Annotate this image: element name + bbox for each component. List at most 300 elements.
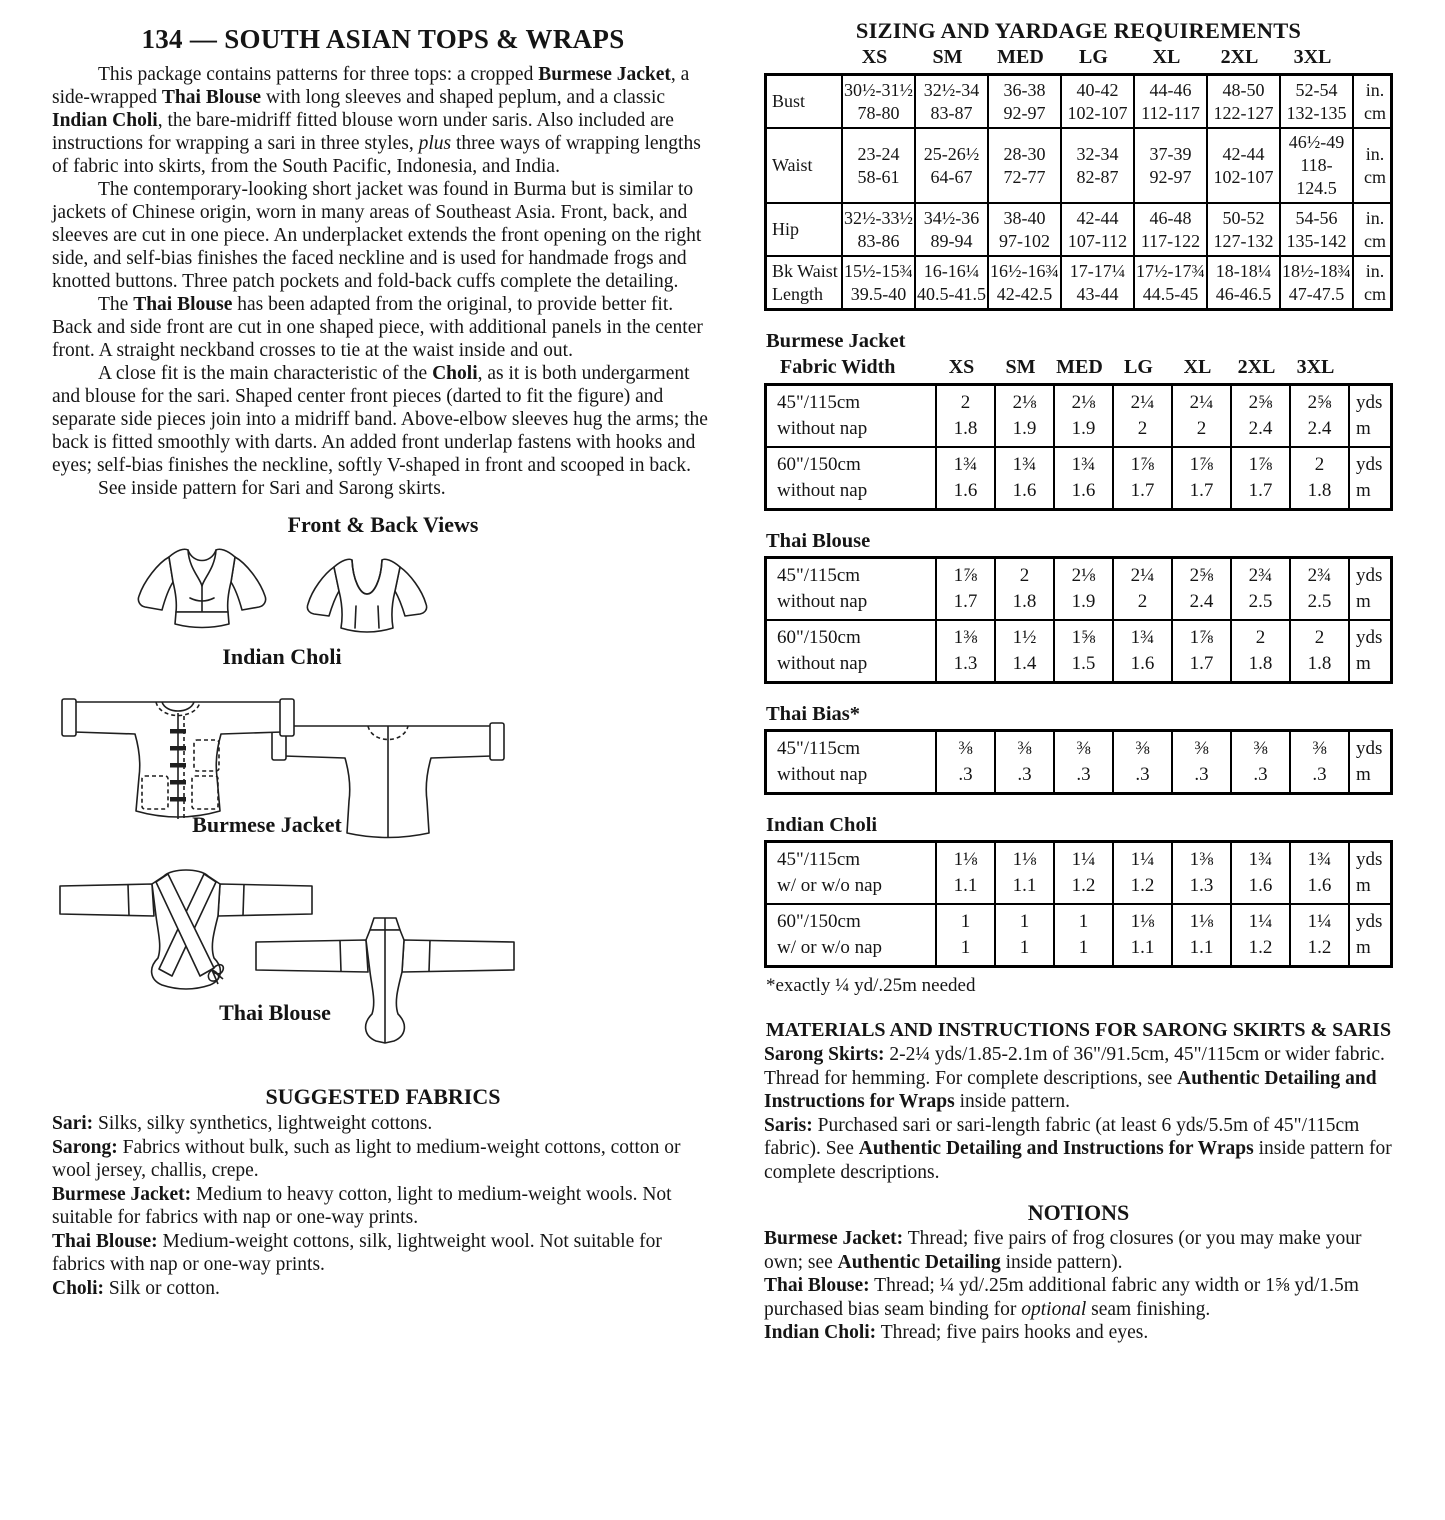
table-cell xyxy=(1060,129,1133,202)
text-segment: three ways of wrapping lengths of fabric into skirts, from the South Pacific, Indonesia, and India. xyxy=(52,133,701,177)
unit-in: in. xyxy=(1365,143,1385,164)
value-cm: 58-61 xyxy=(857,166,900,187)
text-segment: Indian Choli: xyxy=(764,1322,877,1343)
value-in: 32½-33½ xyxy=(844,207,913,228)
value-m: 1.6 xyxy=(1307,875,1332,896)
value-m: 1.7 xyxy=(1189,480,1214,501)
table-cell xyxy=(1171,732,1230,792)
table-cell xyxy=(987,257,1060,308)
value-m: 1.3 xyxy=(1189,875,1214,896)
value-m: 1 xyxy=(1019,937,1030,958)
value-yds: 2⅛ xyxy=(1012,392,1037,413)
notions-heading: NOTIONS xyxy=(1027,1200,1130,1225)
value-cm: 89-94 xyxy=(930,230,973,251)
table-cell xyxy=(1230,621,1289,681)
unit-m: m xyxy=(1356,591,1371,612)
thai-blouse-description xyxy=(52,293,714,362)
label-line: Waist xyxy=(772,155,813,175)
size-header: 2XL xyxy=(1220,46,1259,68)
fabric-width-header: Fabric Width xyxy=(780,356,896,378)
value-m: 1.7 xyxy=(1130,480,1155,501)
value-m: 1.2 xyxy=(1071,875,1096,896)
label-line: without nap xyxy=(777,764,868,785)
label-line: Bust xyxy=(772,91,806,111)
unit-cm: cm xyxy=(1364,102,1386,123)
value-m: 1.1 xyxy=(1189,937,1214,958)
unit-cm: cm xyxy=(1364,283,1386,304)
table-row xyxy=(767,76,1390,127)
table-cell xyxy=(1112,448,1171,508)
row-label xyxy=(767,386,935,446)
value-cm: 92-97 xyxy=(1149,166,1192,187)
text-segment: A close fit is the main characteristic of the xyxy=(98,363,433,384)
choli-description xyxy=(52,362,714,477)
table-cell xyxy=(1053,386,1112,446)
text-segment: Thread; ¼ yd/.25m additional fabric any width or 1⅝ yd/1.5m purchased bias seam binding for xyxy=(764,1275,1359,1320)
value-m: 1.2 xyxy=(1307,937,1332,958)
value-in: 25-26½ xyxy=(923,143,980,164)
value-m: 1.8 xyxy=(953,418,978,439)
unit-yds: yds xyxy=(1356,454,1383,475)
page-title: 134 — SOUTH ASIAN TOPS & WRAPS xyxy=(141,24,625,54)
value-yds: 1¼ xyxy=(1307,911,1332,932)
label-line: 45"/115cm xyxy=(777,565,861,586)
value-yds: 2 xyxy=(960,392,971,413)
value-m: 1.2 xyxy=(1130,875,1155,896)
value-m: 1.1 xyxy=(1130,937,1155,958)
table-cell xyxy=(1230,448,1289,508)
table-cell xyxy=(1171,905,1230,965)
text-segment: Authentic Detailing and Instructions for Wraps xyxy=(764,1067,1377,1112)
value-m: 1.9 xyxy=(1012,418,1037,439)
text-segment: This package contains patterns for three tops: a cropped xyxy=(98,64,539,85)
table-cell xyxy=(914,76,987,127)
yardage-footnote: *exactly ¼ yd/.25m needed xyxy=(766,975,976,996)
table-cell xyxy=(935,905,994,965)
burmese-jacket-description xyxy=(52,178,714,293)
garment-illustrations xyxy=(52,540,714,1080)
value-cm: 107-112 xyxy=(1067,230,1128,251)
value-m: 1.8 xyxy=(1307,480,1332,501)
value-m: 1.6 xyxy=(1012,480,1037,501)
table-cell xyxy=(1053,843,1112,903)
table-cell xyxy=(1206,129,1279,202)
table-cell xyxy=(841,76,914,127)
table-cell xyxy=(987,76,1060,127)
table-cell xyxy=(1279,257,1352,308)
text-segment: with long sleeves and shaped peplum, and a classic xyxy=(261,87,666,108)
size-header: LG xyxy=(1124,356,1153,378)
table-cell xyxy=(1053,905,1112,965)
table-cell xyxy=(994,386,1053,446)
notions-indian-choli xyxy=(764,1321,1393,1345)
value-cm: 46-46.5 xyxy=(1215,283,1272,304)
sizing-table-body xyxy=(764,73,1393,311)
value-yds: ⅜ xyxy=(1076,738,1091,759)
value-m: 2 xyxy=(1137,418,1148,439)
value-yds: 2¼ xyxy=(1130,565,1155,586)
value-cm: 102-107 xyxy=(1213,166,1274,187)
value-yds: 1¾ xyxy=(1248,849,1273,870)
table-cell xyxy=(1060,204,1133,255)
value-m: .3 xyxy=(1194,764,1209,785)
unit-yds: yds xyxy=(1356,565,1383,586)
value-m: .3 xyxy=(1312,764,1327,785)
sizing-header-spacer xyxy=(1349,46,1393,73)
size-header: XS xyxy=(861,46,888,68)
value-m: 1.6 xyxy=(1071,480,1096,501)
value-yds: 1 xyxy=(1078,911,1089,932)
value-in: 37-39 xyxy=(1149,143,1192,164)
text-segment: Thread; five pairs hooks and eyes. xyxy=(876,1322,1149,1343)
table-cell xyxy=(1133,257,1206,308)
text-segment: Choli: xyxy=(52,1277,105,1299)
value-yds: 2⅛ xyxy=(1071,392,1096,413)
table-cell xyxy=(1289,386,1348,446)
thai-blouse-label: Thai Blouse xyxy=(219,1000,331,1025)
yardage-table-title: Indian Choli xyxy=(766,814,878,836)
value-m: 1.8 xyxy=(1248,653,1273,674)
value-yds: 1¼ xyxy=(1130,849,1155,870)
yardage-table-title: Thai Blouse xyxy=(766,530,871,552)
text-segment: 2-2¼ yds/1.85-2.1m of 36"/91.5cm, 45"/115cm or wider fabric. Thread for hemming. For complete descriptions, see xyxy=(764,1044,1385,1089)
value-yds: 1⅛ xyxy=(1012,849,1037,870)
value-m: .3 xyxy=(1253,764,1268,785)
table-cell xyxy=(1171,843,1230,903)
table-row xyxy=(767,732,1390,792)
value-m: 1.1 xyxy=(1012,875,1037,896)
text-segment: Silks, silky synthetics, lightweight cottons. xyxy=(93,1113,433,1134)
unit-cell xyxy=(1348,448,1396,508)
unit-cell xyxy=(1352,204,1396,255)
table-cell xyxy=(1279,129,1352,202)
value-cm: 64-67 xyxy=(930,166,973,187)
table-cell xyxy=(935,559,994,619)
value-yds: 1¼ xyxy=(1071,849,1096,870)
table-cell xyxy=(1053,559,1112,619)
value-cm: 112-117 xyxy=(1141,102,1200,123)
value-in: 46-48 xyxy=(1149,207,1192,228)
text-segment: Medium-weight cottons, silk, lightweight wool. Not suitable for fabrics with nap or one-way prints. xyxy=(52,1230,662,1275)
table-row xyxy=(767,386,1390,446)
table-cell xyxy=(1230,386,1289,446)
label-line: Hip xyxy=(772,219,799,239)
value-m: 2 xyxy=(1137,591,1148,612)
label-line: without nap xyxy=(777,653,868,674)
materials-sarong-skirts xyxy=(764,1043,1393,1114)
text-segment: seam finishing. xyxy=(1086,1298,1211,1320)
unit-cm: cm xyxy=(1364,230,1386,251)
sizing-header-row xyxy=(764,46,1393,73)
table-cell xyxy=(987,129,1060,202)
unit-in: in. xyxy=(1365,260,1385,281)
burmese-jacket-label: Burmese Jacket xyxy=(192,812,342,837)
value-yds: 1⅝ xyxy=(1071,627,1096,648)
value-yds: 2⅛ xyxy=(1071,565,1096,586)
table-cell xyxy=(994,732,1053,792)
table-cell xyxy=(1112,905,1171,965)
thai-blouse-front-illustration xyxy=(52,858,320,1000)
size-header: 3XL xyxy=(1293,46,1332,68)
value-m: 1.7 xyxy=(1189,653,1214,674)
table-cell xyxy=(994,905,1053,965)
value-cm: 43-44 xyxy=(1076,283,1119,304)
row-label xyxy=(767,204,841,255)
value-m: 2.4 xyxy=(1248,418,1273,439)
text-segment: Thread; five pairs of frog closures (or you may make your own; see xyxy=(764,1228,1362,1273)
value-yds: 1½ xyxy=(1012,627,1037,648)
row-label xyxy=(767,76,841,127)
table-cell xyxy=(1053,448,1112,508)
table-cell xyxy=(1230,843,1289,903)
views-heading: Front & Back Views xyxy=(287,512,479,537)
size-header: 3XL xyxy=(1296,356,1335,378)
value-m: .3 xyxy=(1017,764,1032,785)
value-cm: 97-102 xyxy=(999,230,1050,251)
fabric-sarong xyxy=(52,1136,714,1183)
value-yds: ⅜ xyxy=(1017,738,1032,759)
value-in: 32-34 xyxy=(1076,143,1119,164)
table-cell xyxy=(841,257,914,308)
yardage-table-body xyxy=(764,840,1393,968)
table-cell xyxy=(914,129,987,202)
unit-m: m xyxy=(1356,418,1371,439)
row-label xyxy=(767,905,935,965)
value-m: 1.2 xyxy=(1248,937,1273,958)
value-yds: 2¾ xyxy=(1307,565,1332,586)
table-cell xyxy=(1060,257,1133,308)
text-segment: has been adapted from the original, to provide better fit. Back and side front are cut in one shaped piece, with additional panels in the center front. A straight neckband crosses to tie at the waist inside and out. xyxy=(52,294,703,361)
yardage-table-body xyxy=(764,729,1393,795)
label-line: 45"/115cm xyxy=(777,392,861,413)
size-header: SM xyxy=(932,46,963,68)
table-cell xyxy=(935,621,994,681)
table-cell xyxy=(914,257,987,308)
left-column xyxy=(52,14,714,1345)
text-segment: Thai Blouse: xyxy=(764,1275,870,1296)
value-yds: ⅜ xyxy=(958,738,973,759)
burmese-jacket-front-illustration xyxy=(54,680,302,828)
value-cm: 78-80 xyxy=(857,102,900,123)
value-m: 2.5 xyxy=(1248,591,1273,612)
value-in: 50-52 xyxy=(1222,207,1265,228)
value-yds: 1⅞ xyxy=(1130,454,1155,475)
value-m: 2 xyxy=(1196,418,1207,439)
value-yds: 1¾ xyxy=(1307,849,1332,870)
value-cm: 83-86 xyxy=(857,230,900,251)
unit-cell xyxy=(1352,76,1396,127)
value-cm: 83-87 xyxy=(930,102,973,123)
value-yds: 1¾ xyxy=(1130,627,1155,648)
value-m: 2.5 xyxy=(1307,591,1332,612)
suggested-fabrics-list xyxy=(52,1112,714,1300)
value-in: 34½-36 xyxy=(923,207,980,228)
text-segment: , the bare-midriff fitted blouse worn under saris. Also included are instructions for wrapping a sari in three styles, xyxy=(52,110,674,154)
value-yds: ⅜ xyxy=(1312,738,1327,759)
table-cell xyxy=(1112,732,1171,792)
text-segment: Authentic Detailing xyxy=(837,1251,1001,1273)
value-cm: 47-47.5 xyxy=(1288,283,1345,304)
value-m: 1.9 xyxy=(1071,591,1096,612)
label-line: 60"/150cm xyxy=(777,454,861,475)
value-yds: 2 xyxy=(1255,627,1266,648)
table-cell xyxy=(994,843,1053,903)
table-row xyxy=(767,843,1390,903)
value-yds: 2⅝ xyxy=(1189,565,1214,586)
value-yds: 2¾ xyxy=(1248,565,1273,586)
size-header: SM xyxy=(1005,356,1036,378)
value-yds: 2 xyxy=(1314,454,1325,475)
value-in: 28-30 xyxy=(1003,143,1046,164)
table-cell xyxy=(1171,386,1230,446)
size-header: MED xyxy=(1056,356,1103,378)
unit-m: m xyxy=(1356,875,1371,896)
unit-yds: yds xyxy=(1356,738,1383,759)
text-segment: Thai Blouse xyxy=(133,294,233,315)
table-row xyxy=(767,559,1390,619)
label-line: 45"/115cm xyxy=(777,849,861,870)
text-segment: The contemporary-looking short jacket was found in Burma but is similar to jackets of Chinese origin, worn in many areas of Southeast Asia. Front, back, and sleeves are cut in one piece. An underplacket extends the front opening on the right side, and self-bias finishes the faced neckline and is used for handmade frogs and knotted buttons. Three patch pockets and fold-back cuffs complete the detailing. xyxy=(52,179,702,292)
text-segment: Silk or cotton. xyxy=(104,1277,220,1299)
table-cell xyxy=(1053,732,1112,792)
value-cm: 44.5-45 xyxy=(1142,283,1199,304)
table-cell xyxy=(1289,448,1348,508)
value-yds: 1⅞ xyxy=(1189,627,1214,648)
value-cm: 42-42.5 xyxy=(996,283,1053,304)
text-segment: Sari: xyxy=(52,1113,94,1134)
value-m: .3 xyxy=(1076,764,1091,785)
yardage-table-body xyxy=(764,383,1393,511)
row-label xyxy=(767,843,935,903)
label-line: without nap xyxy=(777,480,868,501)
value-yds: 2 xyxy=(1314,627,1325,648)
value-m: 1.3 xyxy=(953,653,978,674)
yardage-header-row xyxy=(764,356,1393,383)
size-header: XS xyxy=(948,356,975,378)
label-line: without nap xyxy=(777,591,868,612)
value-cm: 39.5-40 xyxy=(850,283,907,304)
table-cell xyxy=(1133,204,1206,255)
value-in: 30½-31½ xyxy=(844,79,913,100)
notions-section xyxy=(764,1227,1393,1345)
text-segment: inside pattern). xyxy=(1000,1251,1123,1273)
value-yds: 1⅛ xyxy=(953,849,978,870)
unit-in: in. xyxy=(1365,207,1385,228)
label-line: w/ or w/o nap xyxy=(777,875,883,896)
value-in: 46½-49 xyxy=(1288,132,1345,152)
label-line: Bk Waist xyxy=(772,260,838,281)
value-m: 1.8 xyxy=(1012,591,1037,612)
text-segment: Indian Choli xyxy=(52,110,158,131)
label-line: 60"/150cm xyxy=(777,627,861,648)
value-in: 40-42 xyxy=(1076,79,1119,100)
unit-m: m xyxy=(1356,653,1371,674)
text-segment: , as it is both undergarment and blouse for the sari. Shaped center front pieces (darted to fit the figure) and separate side pieces join into a midriff band. Above-elbow sleeves hug the arms; the back is fitted smoothly with darts. An added front underlap fastens with hooks and eyes; self-bias finishes the neckline, softly V-shaped in front and scooped in back. xyxy=(52,363,708,476)
yardage-table xyxy=(764,330,1393,511)
text-segment: Sarong Skirts: xyxy=(764,1044,885,1065)
table-cell xyxy=(1230,732,1289,792)
value-cm: 118-124.5 xyxy=(1296,155,1337,198)
label-line: w/ or w/o nap xyxy=(777,937,883,958)
text-segment: The xyxy=(98,294,134,315)
table-cell xyxy=(1171,621,1230,681)
notions-burmese-jacket xyxy=(764,1227,1393,1274)
table-cell xyxy=(1112,843,1171,903)
value-cm: 132-135 xyxy=(1286,102,1347,123)
text-segment: , a side-wrapped xyxy=(52,64,690,108)
text-segment: Burmese Jacket: xyxy=(764,1228,904,1249)
value-cm: 135-142 xyxy=(1286,230,1347,251)
value-yds: 1¾ xyxy=(1012,454,1037,475)
table-cell xyxy=(1206,204,1279,255)
value-in: 36-38 xyxy=(1003,79,1046,100)
value-in: 32½-34 xyxy=(923,79,980,100)
value-yds: 2¼ xyxy=(1130,392,1155,413)
value-in: 17-17¼ xyxy=(1069,260,1126,281)
unit-m: m xyxy=(1356,480,1371,501)
sizing-header-spacer xyxy=(764,46,838,73)
materials-heading: MATERIALS AND INSTRUCTIONS FOR SARONG SKIRTS & SARIS xyxy=(765,1019,1392,1041)
value-m: 1.8 xyxy=(1307,653,1332,674)
value-in: 42-44 xyxy=(1222,143,1265,164)
value-yds: 1⅛ xyxy=(1189,911,1214,932)
value-yds: ⅜ xyxy=(1135,738,1150,759)
value-in: 18-18¼ xyxy=(1215,260,1272,281)
value-yds: 1⅜ xyxy=(953,627,978,648)
indian-choli-back-illustration xyxy=(292,548,442,650)
value-m: 1.4 xyxy=(1012,653,1037,674)
table-cell xyxy=(994,448,1053,508)
value-cm: 117-122 xyxy=(1140,230,1201,251)
table-cell xyxy=(1230,905,1289,965)
size-header: XL xyxy=(1183,356,1212,378)
label-line: 60"/150cm xyxy=(777,911,861,932)
text-segment: Authentic Detailing and Instructions for Wraps xyxy=(858,1138,1254,1159)
value-yds: 1⅞ xyxy=(953,565,978,586)
table-row xyxy=(767,255,1390,308)
table-cell xyxy=(841,204,914,255)
value-m: .3 xyxy=(958,764,973,785)
text-segment: See inside pattern for Sari and Sarong skirts. xyxy=(98,478,446,499)
text-segment: Thai Blouse: xyxy=(52,1230,158,1252)
value-in: 17½-17¾ xyxy=(1136,260,1205,281)
table-cell xyxy=(1171,559,1230,619)
yardage-table-title: Burmese Jacket xyxy=(766,330,906,352)
table-cell xyxy=(1206,76,1279,127)
materials-section xyxy=(764,1043,1393,1184)
table-cell xyxy=(1279,204,1352,255)
table-cell xyxy=(1289,732,1348,792)
label-line: 45"/115cm xyxy=(777,738,861,759)
row-label xyxy=(767,621,935,681)
table-cell xyxy=(1112,386,1171,446)
value-yds: 1 xyxy=(1019,911,1030,932)
table-cell xyxy=(1230,559,1289,619)
value-m: 1.6 xyxy=(953,480,978,501)
text-segment: inside pattern for complete descriptions. xyxy=(764,1138,1392,1183)
value-in: 23-24 xyxy=(857,143,900,164)
yardage-header-spacer xyxy=(1345,356,1393,383)
size-header: 2XL xyxy=(1237,356,1276,378)
row-label xyxy=(767,257,841,308)
table-cell xyxy=(1112,559,1171,619)
value-in: 18½-18¾ xyxy=(1282,260,1351,281)
unit-cm: cm xyxy=(1364,166,1386,187)
value-yds: 1⅞ xyxy=(1189,454,1214,475)
value-yds: 1 xyxy=(960,911,971,932)
fabric-choli xyxy=(52,1277,714,1301)
text-segment: Purchased sari or sari-length fabric (at least 6 yds/5.5m of 45"/115cm fabric). See xyxy=(764,1114,1360,1159)
